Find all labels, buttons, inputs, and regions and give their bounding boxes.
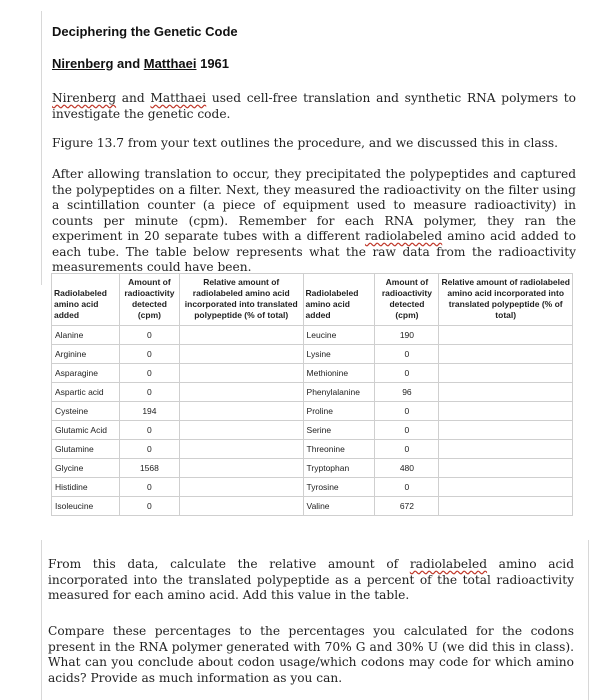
amino-acid-cell: Cysteine — [52, 402, 120, 421]
heading-year: 1961 — [196, 56, 230, 71]
col-header-amount-left: Amount of radioactivity detected (cpm) — [119, 274, 179, 326]
amino-acid-cell: Glutamine — [52, 440, 120, 459]
col-header-amino-left: Radiolabeled amino acid added — [52, 274, 120, 326]
amino-acid-cell: Lysine — [303, 345, 375, 364]
intro-paragraph — [52, 91, 576, 122]
table-header-row — [52, 274, 573, 326]
col-header-relative-right: Relative amount of radiolabeled amino acid incorporated into translated polypeptide (% of total) — [439, 274, 573, 326]
heading-name-nirenberg: Nirenberg — [52, 56, 114, 71]
intro-rest: used cell-free translation and synthetic RNA polymers to investigate the genetic code. — [52, 91, 577, 121]
amino-acid-cell: Isoleucine — [52, 497, 120, 516]
word-radiolabeled: radiolabeled — [364, 229, 443, 243]
col-header-amount-right: Amount of radioactivity detected (cpm) — [375, 274, 439, 326]
cpm-cell: 0 — [375, 478, 439, 497]
relative-cell[interactable] — [439, 478, 573, 497]
calculation-text-c: amino acid incorporated into the translated polypeptide as a percent of the total radioactivity measured for each amino acid. Add this value in the table. — [48, 557, 575, 602]
relative-cell[interactable] — [179, 421, 303, 440]
calculation-paragraph — [48, 557, 574, 604]
cpm-cell: 672 — [375, 497, 439, 516]
relative-cell[interactable] — [179, 383, 303, 402]
cpm-cell: 1568 — [119, 459, 179, 478]
figure-reference-paragraph: Figure 13.7 from your text outlines the procedure, and we discussed this in class. — [52, 136, 559, 150]
amino-acid-cell: Methionine — [303, 364, 375, 383]
relative-cell[interactable] — [179, 497, 303, 516]
cpm-cell: 96 — [375, 383, 439, 402]
relative-cell[interactable] — [439, 421, 573, 440]
cpm-cell: 0 — [119, 364, 179, 383]
cpm-cell: 0 — [119, 497, 179, 516]
relative-cell[interactable] — [179, 459, 303, 478]
radioactivity-table — [51, 273, 573, 516]
table-row — [52, 364, 573, 383]
cpm-cell: 0 — [119, 326, 179, 345]
cpm-cell: 480 — [375, 459, 439, 478]
page-title: Deciphering the Genetic Code — [52, 24, 238, 39]
amino-acid-cell: Aspartic acid — [52, 383, 120, 402]
cpm-cell: 190 — [375, 326, 439, 345]
relative-cell[interactable] — [439, 402, 573, 421]
amino-acid-cell: Threonine — [303, 440, 375, 459]
cpm-cell: 0 — [119, 478, 179, 497]
relative-cell[interactable] — [179, 440, 303, 459]
cpm-cell: 0 — [119, 421, 179, 440]
table-row — [52, 421, 573, 440]
word-radiolabeled-2: radiolabeled — [409, 557, 488, 571]
table-row — [52, 345, 573, 364]
section-heading — [52, 56, 229, 71]
relative-cell[interactable] — [439, 364, 573, 383]
amino-acid-cell: Glutamic Acid — [52, 421, 120, 440]
relative-cell[interactable] — [179, 402, 303, 421]
amino-acid-cell: Asparagine — [52, 364, 120, 383]
amino-acid-cell: Valine — [303, 497, 375, 516]
relative-cell[interactable] — [439, 345, 573, 364]
amino-acid-cell: Alanine — [52, 326, 120, 345]
amino-acid-cell: Leucine — [303, 326, 375, 345]
amino-acid-cell: Serine — [303, 421, 375, 440]
amino-acid-cell: Proline — [303, 402, 375, 421]
col-header-relative-left: Relative amount of radiolabeled amino acid incorporated into translated polypeptide (% of total) — [179, 274, 303, 326]
table-row — [52, 459, 573, 478]
relative-cell[interactable] — [439, 459, 573, 478]
table-row — [52, 326, 573, 345]
cpm-cell: 0 — [119, 440, 179, 459]
col-header-amino-right: Radiolabeled amino acid added — [303, 274, 375, 326]
cpm-cell: 0 — [375, 421, 439, 440]
amino-acid-cell: Tyrosine — [303, 478, 375, 497]
relative-cell[interactable] — [439, 383, 573, 402]
relative-cell[interactable] — [179, 345, 303, 364]
amino-acid-cell: Glycine — [52, 459, 120, 478]
heading-name-matthaei: Matthaei — [143, 56, 197, 71]
cpm-cell: 0 — [375, 402, 439, 421]
cpm-cell: 0 — [375, 364, 439, 383]
compare-paragraph: Compare these percentages to the percentages you calculated for the codons present in the RNA polymer generated with 70% G and 30% U (we did this in class). What can you conclude about codon usage/which codons may code for which amino acids? Provide as much information as you can. — [48, 624, 574, 685]
amino-acid-cell: Tryptophan — [303, 459, 375, 478]
table-row — [52, 497, 573, 516]
cpm-cell: 0 — [119, 383, 179, 402]
word-nirenberg: Nirenberg — [52, 91, 117, 105]
amino-acid-cell: Histidine — [52, 478, 120, 497]
table-row — [52, 440, 573, 459]
relative-cell[interactable] — [439, 497, 573, 516]
cpm-cell: 194 — [119, 402, 179, 421]
relative-cell[interactable] — [439, 326, 573, 345]
relative-cell[interactable] — [179, 326, 303, 345]
amino-acid-cell: Phenylalanine — [303, 383, 375, 402]
table-row — [52, 478, 573, 497]
heading-and: and — [113, 56, 144, 71]
procedure-paragraph — [52, 167, 576, 276]
procedure-text-c: amino acid added to each tube. The table below represents what the raw data from the radioactivity measurements could have been. — [52, 229, 576, 274]
cpm-cell: 0 — [375, 440, 439, 459]
table-row — [52, 402, 573, 421]
calculation-text-a: From this data, calculate the relative amount of — [48, 557, 410, 571]
cpm-cell: 0 — [119, 345, 179, 364]
procedure-text-a: After allowing translation to occur, they precipitated the polypeptides and captured the polypeptides on a filter. Next, they measured the radioactivity on the filter using a scintillation counter (a piece of equipment used to measure radioactivity) in counts per minute (cpm). Remember for each RNA polymer, they ran the experiment in 20 separate tubes with a different — [52, 167, 576, 243]
cpm-cell: 0 — [375, 345, 439, 364]
word-and: and — [116, 91, 151, 105]
relative-cell[interactable] — [439, 440, 573, 459]
relative-cell[interactable] — [179, 478, 303, 497]
relative-cell[interactable] — [179, 364, 303, 383]
amino-acid-cell: Arginine — [52, 345, 120, 364]
table-row — [52, 383, 573, 402]
word-matthaei: Matthaei — [150, 91, 207, 105]
